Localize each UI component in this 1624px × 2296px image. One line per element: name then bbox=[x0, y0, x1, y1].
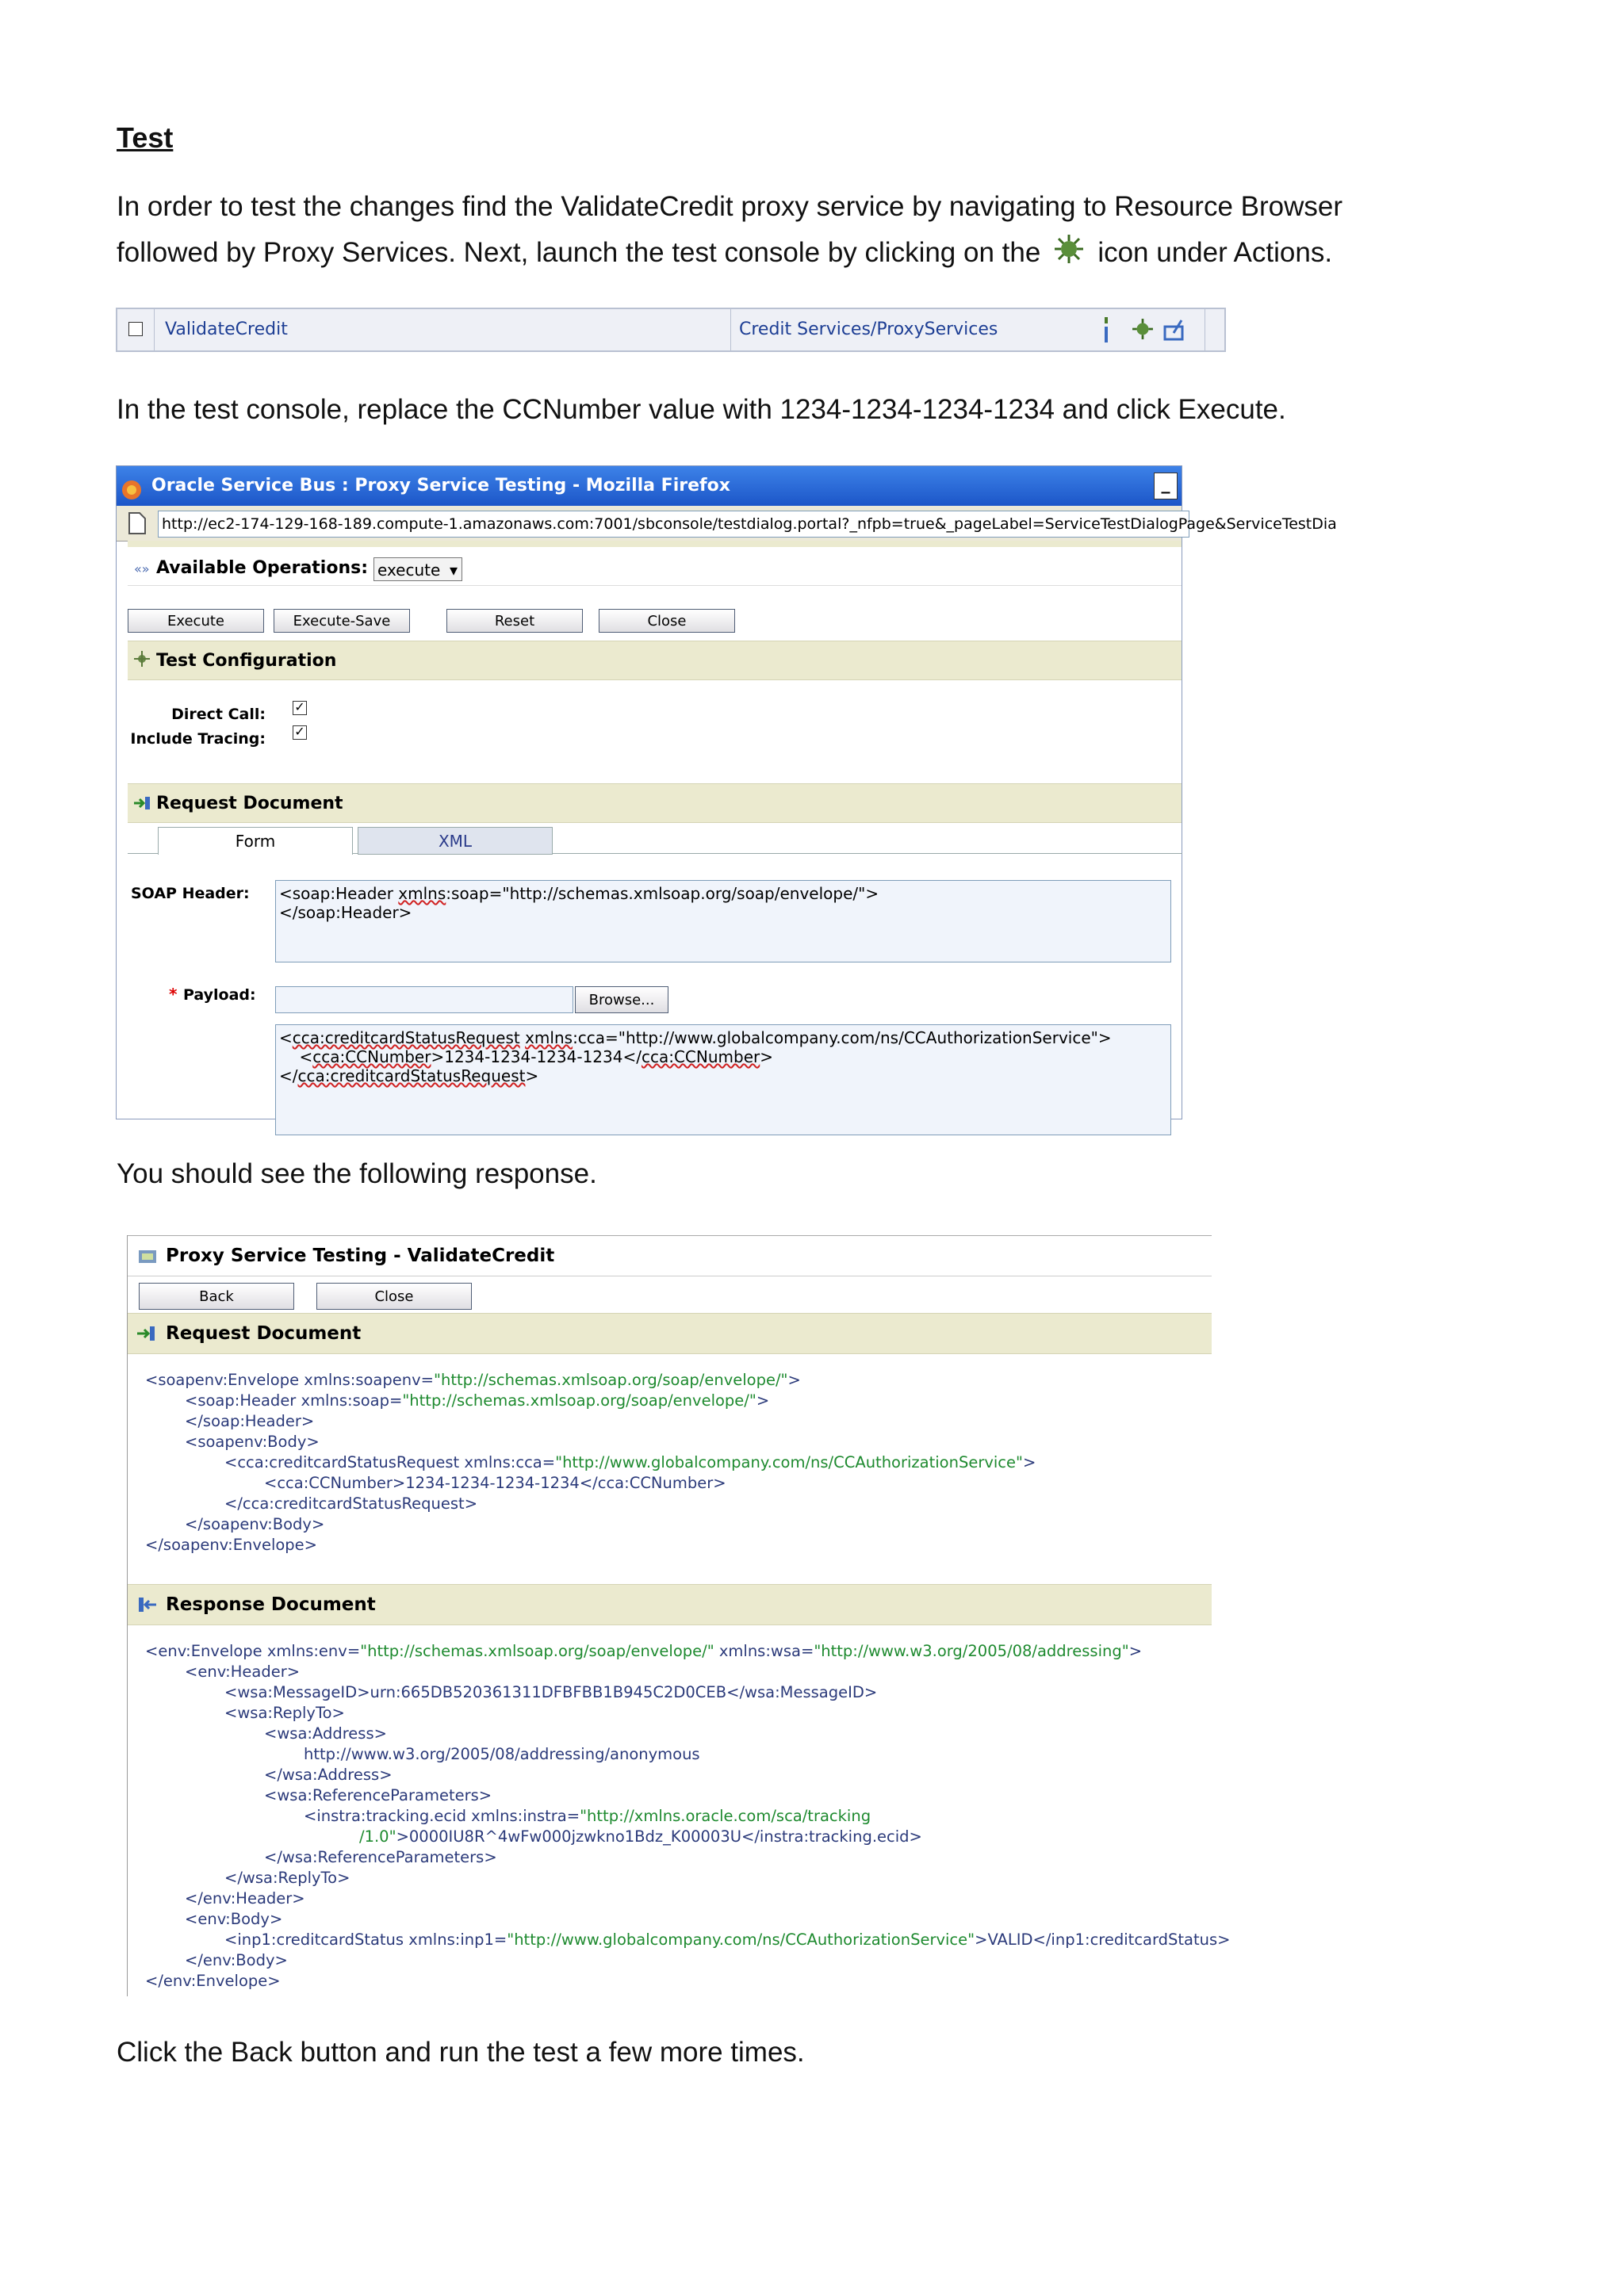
test-console-bug-icon bbox=[1051, 232, 1086, 266]
instruction-paragraph: In the test console, replace the CCNumber value with 1234-1234-1234-1234 and click Execute. bbox=[117, 394, 1286, 425]
xml-line: <wsa:ReferenceParameters> bbox=[264, 1786, 492, 1804]
back-button[interactable]: Back bbox=[139, 1283, 294, 1310]
include-tracing-checkbox[interactable]: ✓ bbox=[293, 725, 307, 740]
request-arrow-icon bbox=[134, 795, 151, 816]
request-arrow-icon-2 bbox=[137, 1325, 156, 1345]
row-checkbox[interactable] bbox=[128, 322, 143, 336]
test-console-window bbox=[116, 465, 1337, 1119]
close-button-2[interactable]: Close bbox=[316, 1283, 472, 1310]
tab-form[interactable]: Form bbox=[158, 827, 353, 855]
xml-line: </soap:Header> bbox=[185, 1412, 315, 1430]
xml-line: <wsa:MessageID>urn:665DB520361311DFBFBB1B945C2D0CEB</wsa:MessageID> bbox=[224, 1683, 878, 1701]
direct-call-label: Direct Call: bbox=[171, 706, 266, 723]
xml-line: </soapenv:Envelope> bbox=[145, 1536, 318, 1554]
export-icon[interactable] bbox=[1162, 317, 1186, 346]
address-bar bbox=[117, 506, 1337, 541]
info-icon[interactable] bbox=[1101, 317, 1112, 347]
xml-line: <soapenv:Envelope xmlns:soapenv="http://schemas.xmlsoap.org/soap/envelope/"> bbox=[145, 1371, 801, 1389]
resource-name-link[interactable]: ValidateCredit bbox=[154, 309, 731, 350]
xml-line: </env:Header> bbox=[185, 1889, 305, 1908]
intro-line-1: In order to test the changes find the ValidateCredit proxy service by navigating to Resource Browser bbox=[117, 191, 1342, 222]
xml-line: </env:Body> bbox=[185, 1951, 288, 1969]
xml-line: </env:Envelope> bbox=[145, 1972, 281, 1990]
window-titlebar bbox=[117, 466, 1182, 506]
chevron-down-icon: ▾ bbox=[449, 561, 458, 580]
payload-file-input[interactable] bbox=[275, 986, 573, 1013]
request-document-section: Request Document bbox=[128, 1313, 1212, 1354]
panel-title: Proxy Service Testing - ValidateCredit bbox=[166, 1246, 555, 1266]
section-heading: Test bbox=[117, 121, 174, 154]
xml-line: </soapenv:Body> bbox=[185, 1515, 325, 1533]
soap-header-label: SOAP Header: bbox=[131, 885, 250, 902]
closing-paragraph: Click the Back button and run the test a few more times. bbox=[117, 2037, 805, 2068]
proxy-testing-icon bbox=[137, 1247, 159, 1269]
intro-line-2: followed by Proxy Services. Next, launch the test console by clicking on the icon under Actions. bbox=[117, 230, 1512, 276]
resource-path-link[interactable]: Credit Services/ProxyServices bbox=[731, 309, 1205, 350]
xml-line: </cca:creditcardStatusRequest> bbox=[224, 1494, 478, 1513]
xml-line: <inp1:creditcardStatus xmlns:inp1="http://www.globalcompany.com/ns/CCAuthorizationService">VALID</inp1:creditcardStatus> bbox=[224, 1931, 1231, 1949]
payload-label: Payload: bbox=[183, 986, 256, 1004]
xml-line: /1.0">0000IU8R^4wFw000jzwkno1Bdz_K00003U</instra:tracking.ecid> bbox=[359, 1827, 922, 1846]
execute-save-button[interactable]: Execute-Save bbox=[274, 609, 410, 633]
xml-line: </wsa:Address> bbox=[264, 1766, 393, 1784]
gear-icon bbox=[134, 651, 150, 672]
close-button[interactable]: Close bbox=[599, 609, 735, 633]
xml-line: <env:Envelope xmlns:env="http://schemas.xmlsoap.org/soap/envelope/" xmlns:wsa="http://www.w3.org/2005/08/addressing"> bbox=[145, 1642, 1143, 1660]
xml-line: <env:Body> bbox=[185, 1910, 283, 1928]
xml-line: <wsa:ReplyTo> bbox=[224, 1704, 345, 1722]
test-configuration-header: Test Configuration bbox=[128, 641, 1182, 680]
xml-line: </wsa:ReferenceParameters> bbox=[264, 1848, 497, 1866]
minimize-button[interactable]: _ bbox=[1154, 473, 1178, 499]
operations-bar bbox=[128, 553, 1182, 586]
include-tracing-label: Include Tracing: bbox=[130, 730, 266, 748]
tab-xml[interactable]: XML bbox=[358, 827, 553, 855]
xml-line: <soap:Header xmlns:soap="http://schemas.xmlsoap.org/soap/envelope/"> bbox=[185, 1391, 770, 1410]
intro-paragraph bbox=[117, 184, 1512, 276]
soap-header-textarea[interactable]: <soap:Header xmlns:soap="http://schemas.xmlsoap.org/soap/envelope/"> </soap:Header> bbox=[275, 880, 1171, 962]
xml-line: <env:Header> bbox=[185, 1663, 301, 1681]
execute-button[interactable]: Execute bbox=[128, 609, 264, 633]
operations-select[interactable]: execute ▾ bbox=[373, 557, 462, 581]
xml-line: <wsa:Address> bbox=[264, 1724, 387, 1743]
operations-icon: «» bbox=[134, 561, 150, 576]
payload-textarea[interactable]: <cca:creditcardStatusRequest xmlns:cca="http://www.globalcompany.com/ns/CCAuthorizationService"> <cca:CCNumber>1234-1234-1234-1234</cca:CCNumber> </cca:creditcardStatusRequest> bbox=[275, 1024, 1171, 1135]
response-document-section: Response Document bbox=[128, 1584, 1212, 1625]
launch-test-console-icon[interactable] bbox=[1131, 317, 1155, 346]
direct-call-checkbox[interactable]: ✓ bbox=[293, 701, 307, 715]
xml-line: </wsa:ReplyTo> bbox=[224, 1869, 350, 1887]
xml-line: <soapenv:Body> bbox=[185, 1433, 320, 1451]
required-marker: * bbox=[169, 985, 178, 1004]
response-arrow-icon bbox=[137, 1596, 156, 1617]
response-panel bbox=[127, 1235, 1231, 1996]
xml-line: <cca:CCNumber>1234-1234-1234-1234</cca:CCNumber> bbox=[264, 1474, 726, 1492]
response-panel-header bbox=[128, 1235, 1212, 1276]
request-document-header: Request Document bbox=[128, 783, 1182, 823]
page-icon bbox=[128, 512, 147, 538]
browse-button[interactable]: Browse... bbox=[575, 986, 668, 1013]
xml-line: http://www.w3.org/2005/08/addressing/anonymous bbox=[304, 1745, 700, 1763]
resource-row bbox=[116, 308, 1226, 352]
reset-button[interactable]: Reset bbox=[446, 609, 583, 633]
operations-label: Available Operations: bbox=[156, 558, 369, 578]
xml-line: <instra:tracking.ecid xmlns:instra="http://xmlns.oracle.com/sca/tracking bbox=[304, 1807, 871, 1825]
xml-line: <cca:creditcardStatusRequest xmlns:cca="http://www.globalcompany.com/ns/CCAuthorizationService"> bbox=[224, 1453, 1036, 1471]
response-intro-paragraph: You should see the following response. bbox=[117, 1158, 597, 1189]
url-field[interactable]: http://ec2-174-129-168-189.compute-1.amazonaws.com:7001/sbconsole/testdialog.portal?_nfpb=true&_pageLabel=ServiceTestDialogPage&ServiceTestDia bbox=[158, 511, 1189, 538]
window-title: Oracle Service Bus : Proxy Service Testing - Mozilla Firefox bbox=[151, 476, 730, 496]
